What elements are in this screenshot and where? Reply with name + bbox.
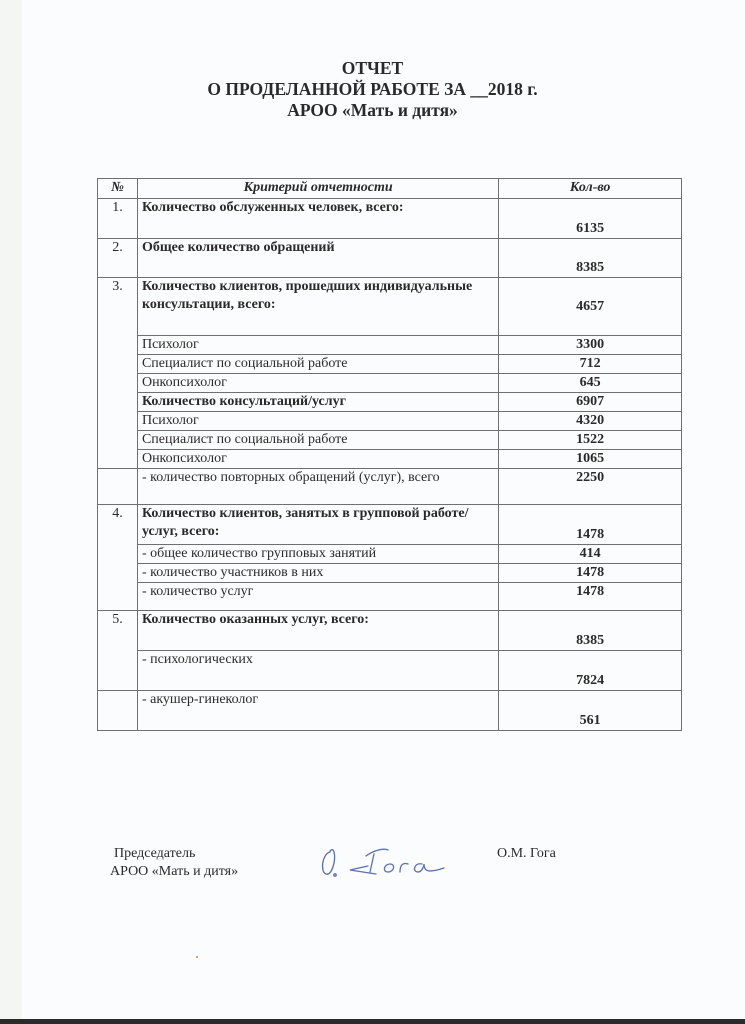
row-value: 8385	[499, 239, 682, 278]
scan-speck	[196, 956, 198, 958]
scan-edge	[0, 0, 22, 1020]
row-label: Количество оказанных услуг, всего:	[137, 611, 498, 651]
table-header-row	[98, 179, 682, 199]
report-table	[97, 178, 682, 731]
table-row	[98, 505, 682, 545]
scan-bottom-edge	[0, 1019, 745, 1024]
row-number: 1.	[98, 199, 138, 239]
table-row	[98, 583, 682, 611]
row-value: 6135	[499, 199, 682, 239]
row-value: 712	[499, 355, 682, 374]
signatory-name: О.М. Гога	[497, 846, 556, 861]
row-number-empty	[98, 691, 138, 731]
row-number-empty	[98, 469, 138, 505]
row-value: 1522	[499, 431, 682, 450]
row-label: Специалист по социальной работе	[137, 431, 498, 450]
row-label: Количество обслуженных человек, всего:	[137, 199, 498, 239]
row-value: 4320	[499, 412, 682, 431]
row-number: 2.	[98, 239, 138, 278]
row-label: Психолог	[137, 412, 498, 431]
row-label: Онкопсихолог	[137, 374, 498, 393]
row-value: 8385	[499, 611, 682, 651]
row-label: Количество клиентов, прошедших индивидуальные консультации, всего:	[137, 278, 498, 336]
row-label: Количество клиентов, занятых в групповой работе/услуг, всего:	[137, 505, 498, 545]
row-value: 2250	[499, 469, 682, 505]
table-row	[98, 450, 682, 469]
table-row	[98, 199, 682, 239]
title-line-1: ОТЧЕТ	[341, 58, 404, 78]
row-label: - психологических	[137, 651, 498, 691]
title-line-2: О ПРОДЕЛАННОЙ РАБОТЕ ЗА __2018 г.	[207, 79, 538, 99]
signatory-position	[110, 845, 238, 881]
row-number: 5.	[98, 611, 138, 691]
table-row	[98, 691, 682, 731]
column-header-count: Кол-во	[499, 179, 682, 199]
table-row	[98, 611, 682, 651]
table-row	[98, 336, 682, 355]
organization-name: АРОО «Мать и дитя»	[110, 864, 239, 879]
row-number: 4.	[98, 505, 138, 611]
row-number: 3.	[98, 278, 138, 469]
row-label: - количество повторных обращений (услуг), всего	[137, 469, 498, 505]
row-value: 1065	[499, 450, 682, 469]
row-label: - общее количество групповых занятий	[137, 545, 498, 564]
document-title	[0, 58, 745, 121]
row-value: 1478	[499, 505, 682, 545]
row-value: 414	[499, 545, 682, 564]
row-label: Общее количество обращений	[137, 239, 498, 278]
row-value: 645	[499, 374, 682, 393]
table-row	[98, 393, 682, 412]
table-row	[98, 545, 682, 564]
table-row	[98, 651, 682, 691]
row-label: Количество консультаций/услуг	[137, 393, 498, 412]
row-value: 561	[499, 691, 682, 731]
row-label: - количество участников в них	[137, 564, 498, 583]
table-row	[98, 355, 682, 374]
signature-icon	[318, 838, 458, 883]
column-header-criterion: Критерий отчетности	[137, 179, 498, 199]
row-value: 6907	[499, 393, 682, 412]
table-row	[98, 412, 682, 431]
table-row	[98, 374, 682, 393]
table-row	[98, 278, 682, 336]
row-value: 7824	[499, 651, 682, 691]
row-value: 4657	[499, 278, 682, 336]
position-title: Председатель	[114, 846, 196, 861]
title-line-3: АРОО «Мать и дитя»	[287, 100, 458, 120]
table-row	[98, 469, 682, 505]
handwritten-signature	[318, 838, 458, 888]
column-header-number: №	[98, 179, 138, 199]
row-label: - количество услуг	[137, 583, 498, 611]
row-label: Специалист по социальной работе	[137, 355, 498, 374]
row-value: 1478	[499, 564, 682, 583]
row-label: Психолог	[137, 336, 498, 355]
table-row	[98, 239, 682, 278]
table-row	[98, 431, 682, 450]
row-label: - акушер-гинеколог	[137, 691, 498, 731]
row-value: 1478	[499, 583, 682, 611]
row-value: 3300	[499, 336, 682, 355]
row-label: Онкопсихолог	[137, 450, 498, 469]
table-row	[98, 564, 682, 583]
